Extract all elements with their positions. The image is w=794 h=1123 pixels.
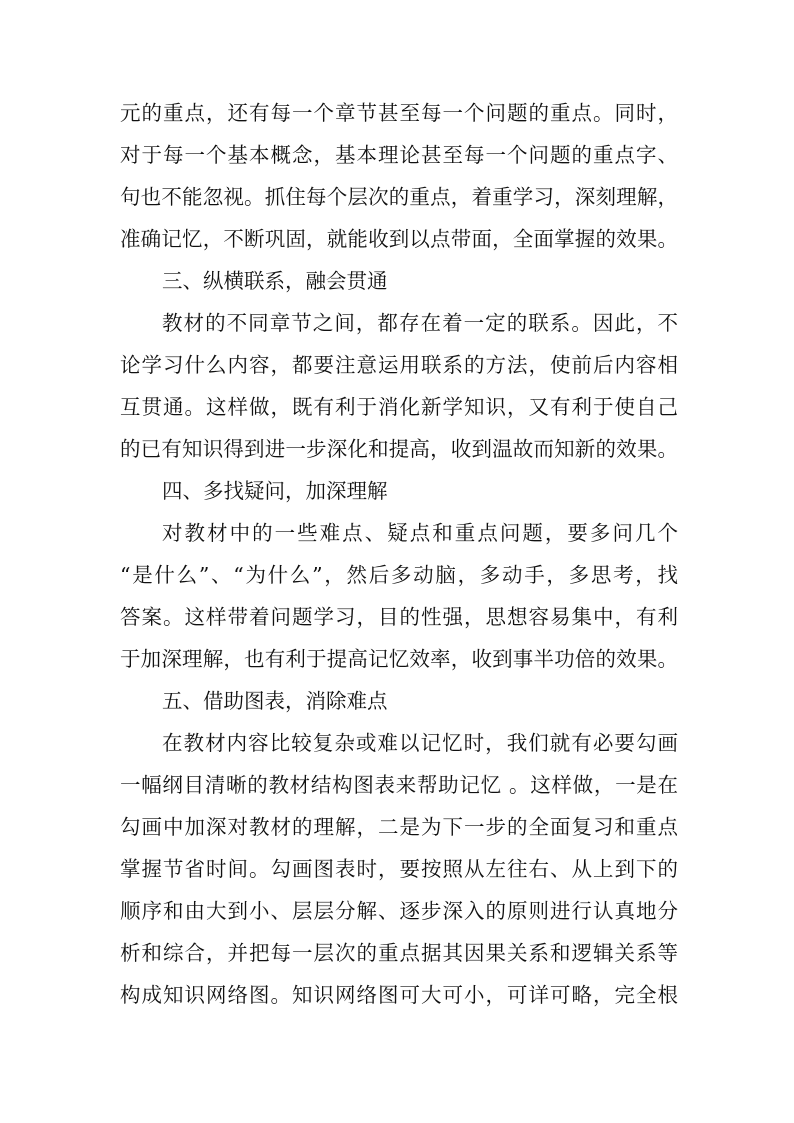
text-line: 对于每一个基本概念，基本理论甚至每一个问题的重点字、 bbox=[120, 143, 678, 167]
text-line: 准确记忆，不断巩固，就能收到以点带面，全面掌握的效果。 bbox=[120, 227, 678, 251]
text-line: 论学习什么内容，都要注意运用联系的方法，使前后内容相 bbox=[120, 353, 678, 377]
text-line: 一幅纲目清晰的教材结构图表来帮助记忆 。这样做，一是在 bbox=[120, 773, 678, 797]
text-line: 勾画中加深对教材的理解，二是为下一步的全面复习和重点 bbox=[120, 815, 678, 839]
text-line: 句也不能忽视。抓住每个层次的重点，着重学习，深刻理解， bbox=[120, 185, 678, 209]
text-line: 掌握节省时间。勾画图表时，要按照从左往右、从上到下的 bbox=[120, 857, 678, 881]
section-heading: 四、多找疑问，加深理解 bbox=[162, 479, 388, 503]
text-line: 构成知识网络图。知识网络图可大可小，可详可略，完全根 bbox=[120, 983, 678, 1007]
text-line: 互贯通。这样做，既有利于消化新学知识，又有利于使自己 bbox=[120, 395, 678, 419]
text-line: 对教材中的一些难点、疑点和重点问题，要多问几个 bbox=[162, 521, 678, 545]
text-line: “是什么”、“为什么”，然后多动脑，多动手，多思考，找 bbox=[120, 563, 678, 587]
section-heading: 三、纵横联系，融会贯通 bbox=[162, 269, 388, 293]
text-line: 在教材内容比较复杂或难以记忆时，我们就有必要勾画 bbox=[162, 731, 678, 755]
text-line: 答案。这样带着问题学习，目的性强，思想容易集中，有利 bbox=[120, 605, 678, 629]
text-line: 元的重点，还有每一个章节甚至每一个问题的重点。同时， bbox=[120, 101, 678, 125]
text-line: 顺序和由大到小、层层分解、逐步深入的原则进行认真地分 bbox=[120, 899, 678, 923]
section-heading: 五、借助图表，消除难点 bbox=[162, 689, 388, 713]
text-line: 的已有知识得到进一步深化和提高，收到温故而知新的效果。 bbox=[120, 437, 678, 461]
text-line: 析和综合，并把每一层次的重点据其因果关系和逻辑关系等 bbox=[120, 941, 678, 965]
text-line: 教材的不同章节之间，都存在着一定的联系。因此，不 bbox=[162, 311, 678, 335]
text-line: 于加深理解，也有利于提高记忆效率，收到事半功倍的效果。 bbox=[120, 647, 678, 671]
